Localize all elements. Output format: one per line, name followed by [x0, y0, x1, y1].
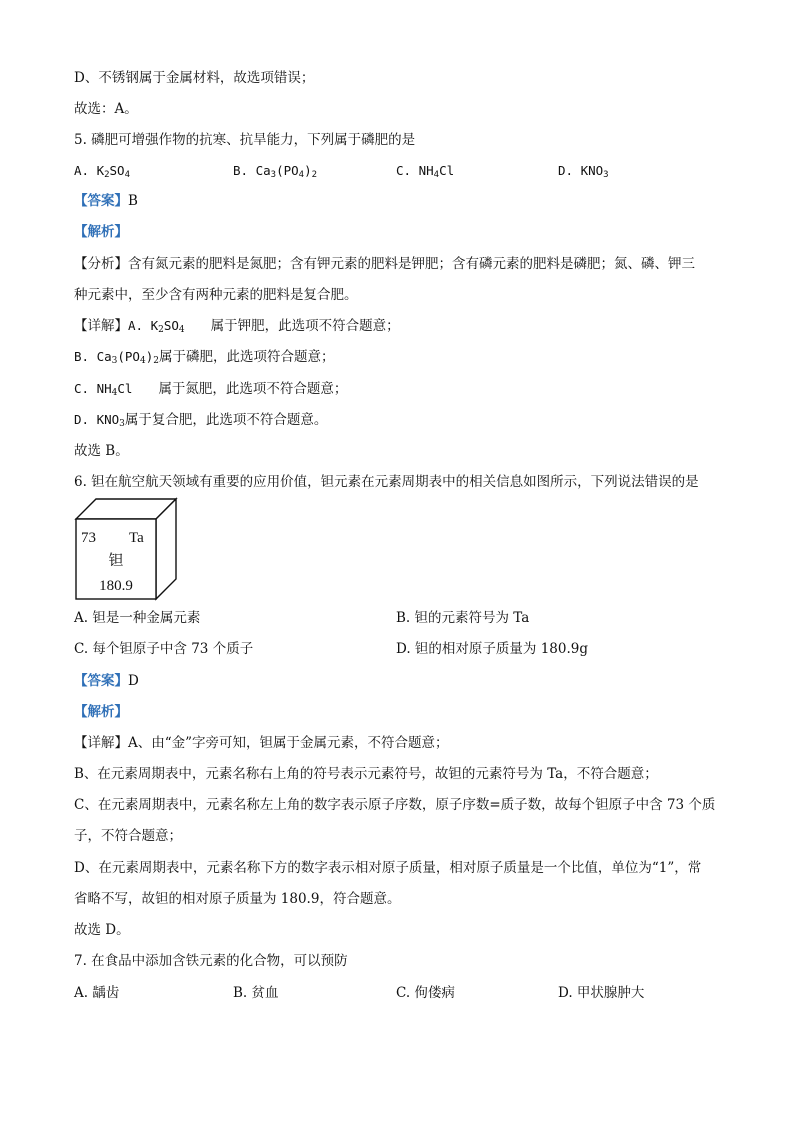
- q6-selection: 故选 D。: [74, 922, 130, 938]
- q6-detail-c-line-1: C、在元素周期表中，元素名称左上角的数字表示原子序数，原子序数=质子数，故每个钽原子中含 73 个质: [74, 797, 716, 813]
- question-7-stem: 7. 在食品中添加含铁元素的化合物，可以预防: [74, 953, 348, 969]
- q6-detail-d-line-2: 省略不写，故钽的相对原子质量为 180.9，符合题意。: [74, 891, 401, 907]
- q5-analysis-line-2: 种元素中，至少含有两种元素的肥料是复合肥。: [74, 287, 358, 303]
- question-5-stem: 5. 磷肥可增强作物的抗寒、抗旱能力，下列属于磷肥的是: [74, 132, 416, 148]
- q5-detail-a: 【详解】A. $K_2SO_4$ 属于钾肥，此选项不符合题意；: [74, 318, 400, 335]
- q7-option-b: B. 贫血: [233, 985, 279, 1001]
- q7-option-a: A. 龋齿: [74, 985, 120, 1001]
- q5-detail-c: C. $NH_4Cl$ 属于氮肥，此选项不符合题意；: [74, 381, 348, 398]
- q5-selection: 故选 B。: [74, 443, 129, 459]
- atomic-number: 73: [81, 530, 96, 546]
- q6-answer: 【答案】D: [74, 673, 139, 689]
- q5-option-c: C. $NH_4Cl$: [396, 163, 455, 180]
- q5-detail-b: B. $Ca_3(PO_4)_2$属于磷肥，此选项符合题意；: [74, 349, 335, 366]
- q6-option-c: C. 每个钽原子中含 73 个质子: [74, 641, 254, 657]
- element-symbol: Ta: [129, 530, 144, 546]
- prev-solution-line-d: D、不锈钢属于金属材料，故选项错误；: [74, 70, 315, 86]
- q5-answer: 【答案】B: [74, 193, 138, 209]
- element-tile-figure: [74, 497, 178, 601]
- q6-detail-c-line-2: 子，不符合题意；: [74, 828, 182, 844]
- q6-detail-a: 【详解】A、由“金”字旁可知，钽属于金属元素，不符合题意；: [74, 735, 449, 751]
- q6-detail-d-line-1: D、在元素周期表中，元素名称下方的数字表示相对原子质量，相对原子质量是一个比值，单位为“1”，常: [74, 860, 702, 876]
- q5-option-d: D. $KNO_3$: [558, 163, 609, 180]
- q5-analysis-line-1: 【分析】含有氮元素的肥料是氮肥；含有钾元素的肥料是钾肥；含有磷元素的肥料是磷肥；氮、磷、钾三: [74, 256, 695, 272]
- element-name: 钽: [108, 553, 124, 569]
- q7-option-c: C. 佝偻病: [396, 985, 455, 1001]
- q5-option-a: A. $K_2SO_4$: [74, 163, 131, 180]
- q6-option-a: A. 钽是一种金属元素: [74, 610, 201, 626]
- q6-option-d: D. 钽的相对原子质量为 180.9g: [396, 641, 589, 657]
- q6-option-b: B. 钽的元素符号为 Ta: [396, 610, 530, 626]
- q7-option-d: D. 甲状腺肿大: [558, 985, 645, 1001]
- atomic-mass: 180.9: [99, 578, 133, 594]
- q5-analysis-header: 【解析】: [74, 224, 128, 240]
- question-6-stem: 6. 钽在航空航天领域有重要的应用价值，钽元素在元素周期表中的相关信息如图所示，下列说法错误的是: [74, 474, 699, 490]
- q5-option-b: B. $Ca_3(PO_4)_2$: [233, 163, 318, 180]
- q5-detail-d: D. $KNO_3$属于复合肥，此选项不符合题意。: [74, 412, 328, 429]
- q6-detail-b: B、在元素周期表中，元素名称右上角的符号表示元素符号，故钽的元素符号为 Ta，不符合题意；: [74, 766, 658, 782]
- prev-answer-selection: 故选：A。: [74, 101, 138, 117]
- q6-analysis-header: 【解析】: [74, 704, 128, 720]
